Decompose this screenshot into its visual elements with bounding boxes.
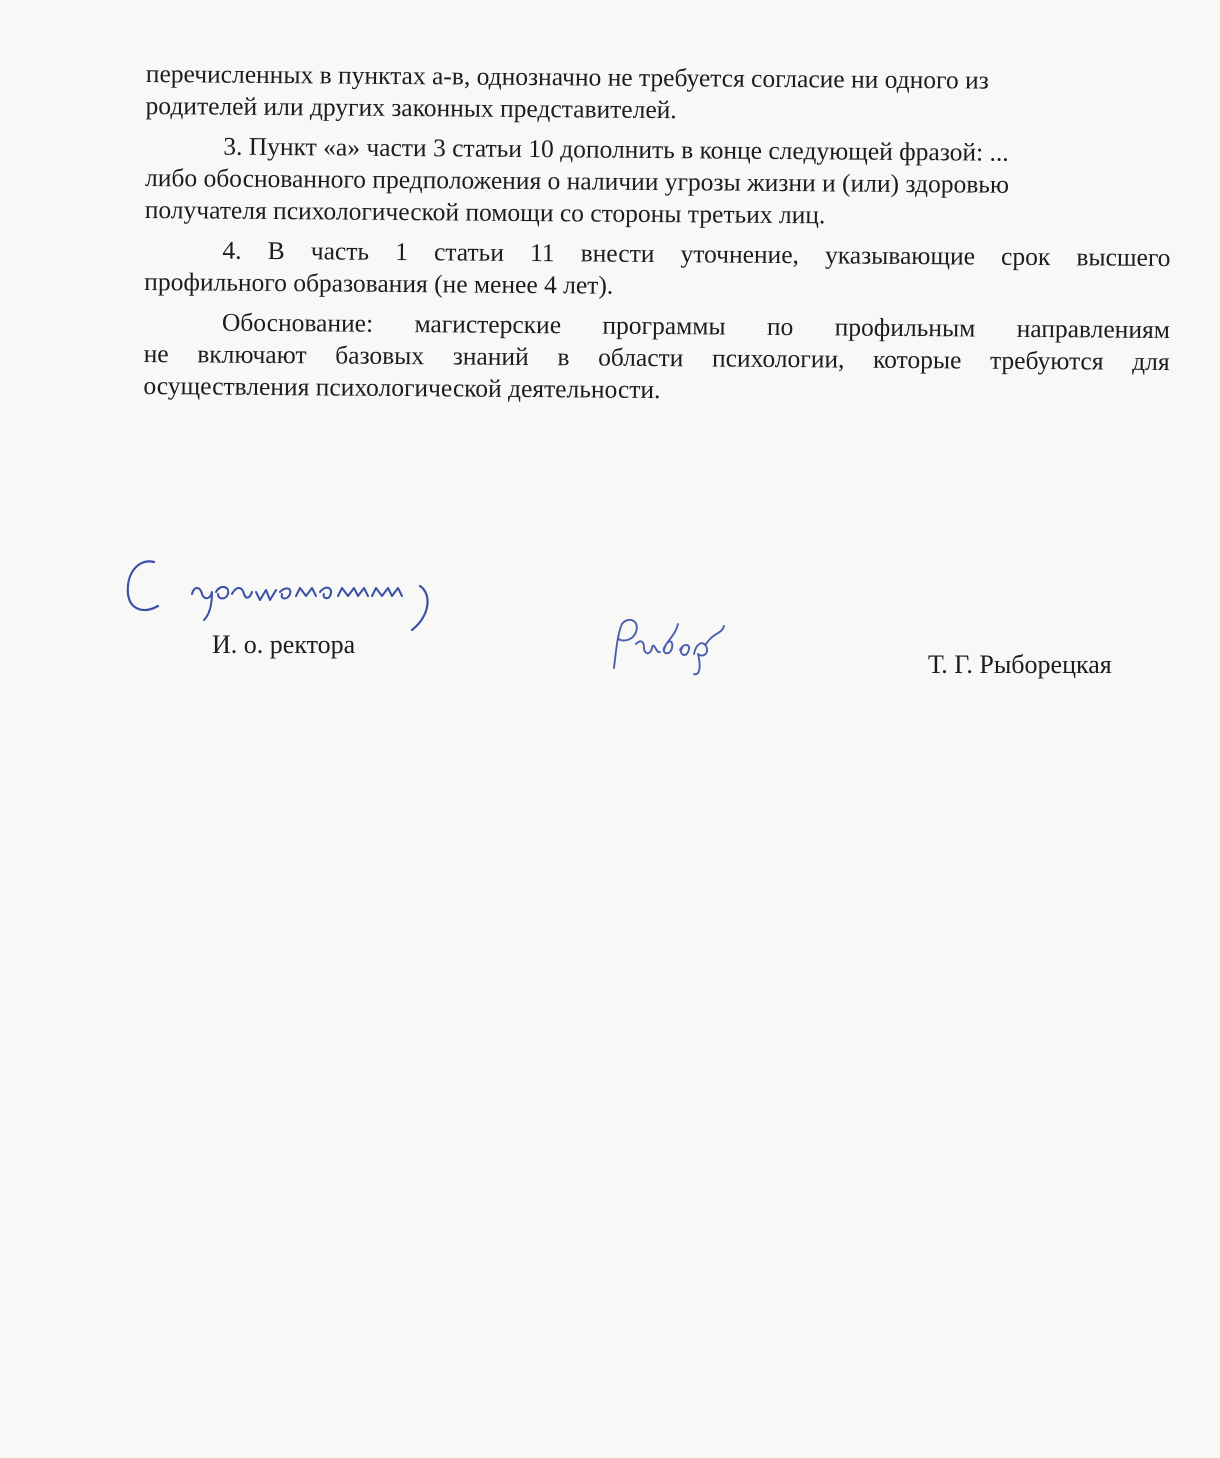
text-line: осуществления психологической деятельности. <box>143 370 661 405</box>
signatory-position: И. о. ректора <box>212 630 356 659</box>
text-line: Обоснование: магистерские программы по профильным направлениям <box>221 307 1171 345</box>
paragraph-item-4 <box>144 234 1170 306</box>
text-line: перечисленных в пунктах а-в, однозначно не требуется согласие ни одного из <box>145 58 989 95</box>
text-line: родителей или других законных представителей. <box>145 90 677 125</box>
text-line: либо обоснованного предположения о наличии угрозы жизни и (или) здоровью <box>144 162 1010 199</box>
signature-drawing <box>606 610 736 680</box>
handwritten-signature <box>606 610 736 687</box>
paragraph-item-3 <box>145 130 1172 234</box>
paragraph-continuation <box>145 58 1171 130</box>
text-line: не включают базовых знаний в области психологии, которые требуются для <box>143 338 1170 377</box>
signatory-name: Т. Г. Рыборецкая <box>928 650 1112 679</box>
signature-block <box>0 600 1220 700</box>
document-body <box>143 58 1172 418</box>
text-line: получателя психологической помощи со стороны третьих лиц. <box>144 194 826 230</box>
text-line: 4. В часть 1 статьи 11 внести уточнение, указывающие срок высшего <box>222 235 1171 273</box>
text-line: профильного образования (не менее 4 лет). <box>144 266 614 300</box>
text-line: 3. Пункт «а» части 3 статьи 10 дополнить в конце следующей фразой: ... <box>223 131 1009 167</box>
paragraph-justification <box>143 306 1170 410</box>
